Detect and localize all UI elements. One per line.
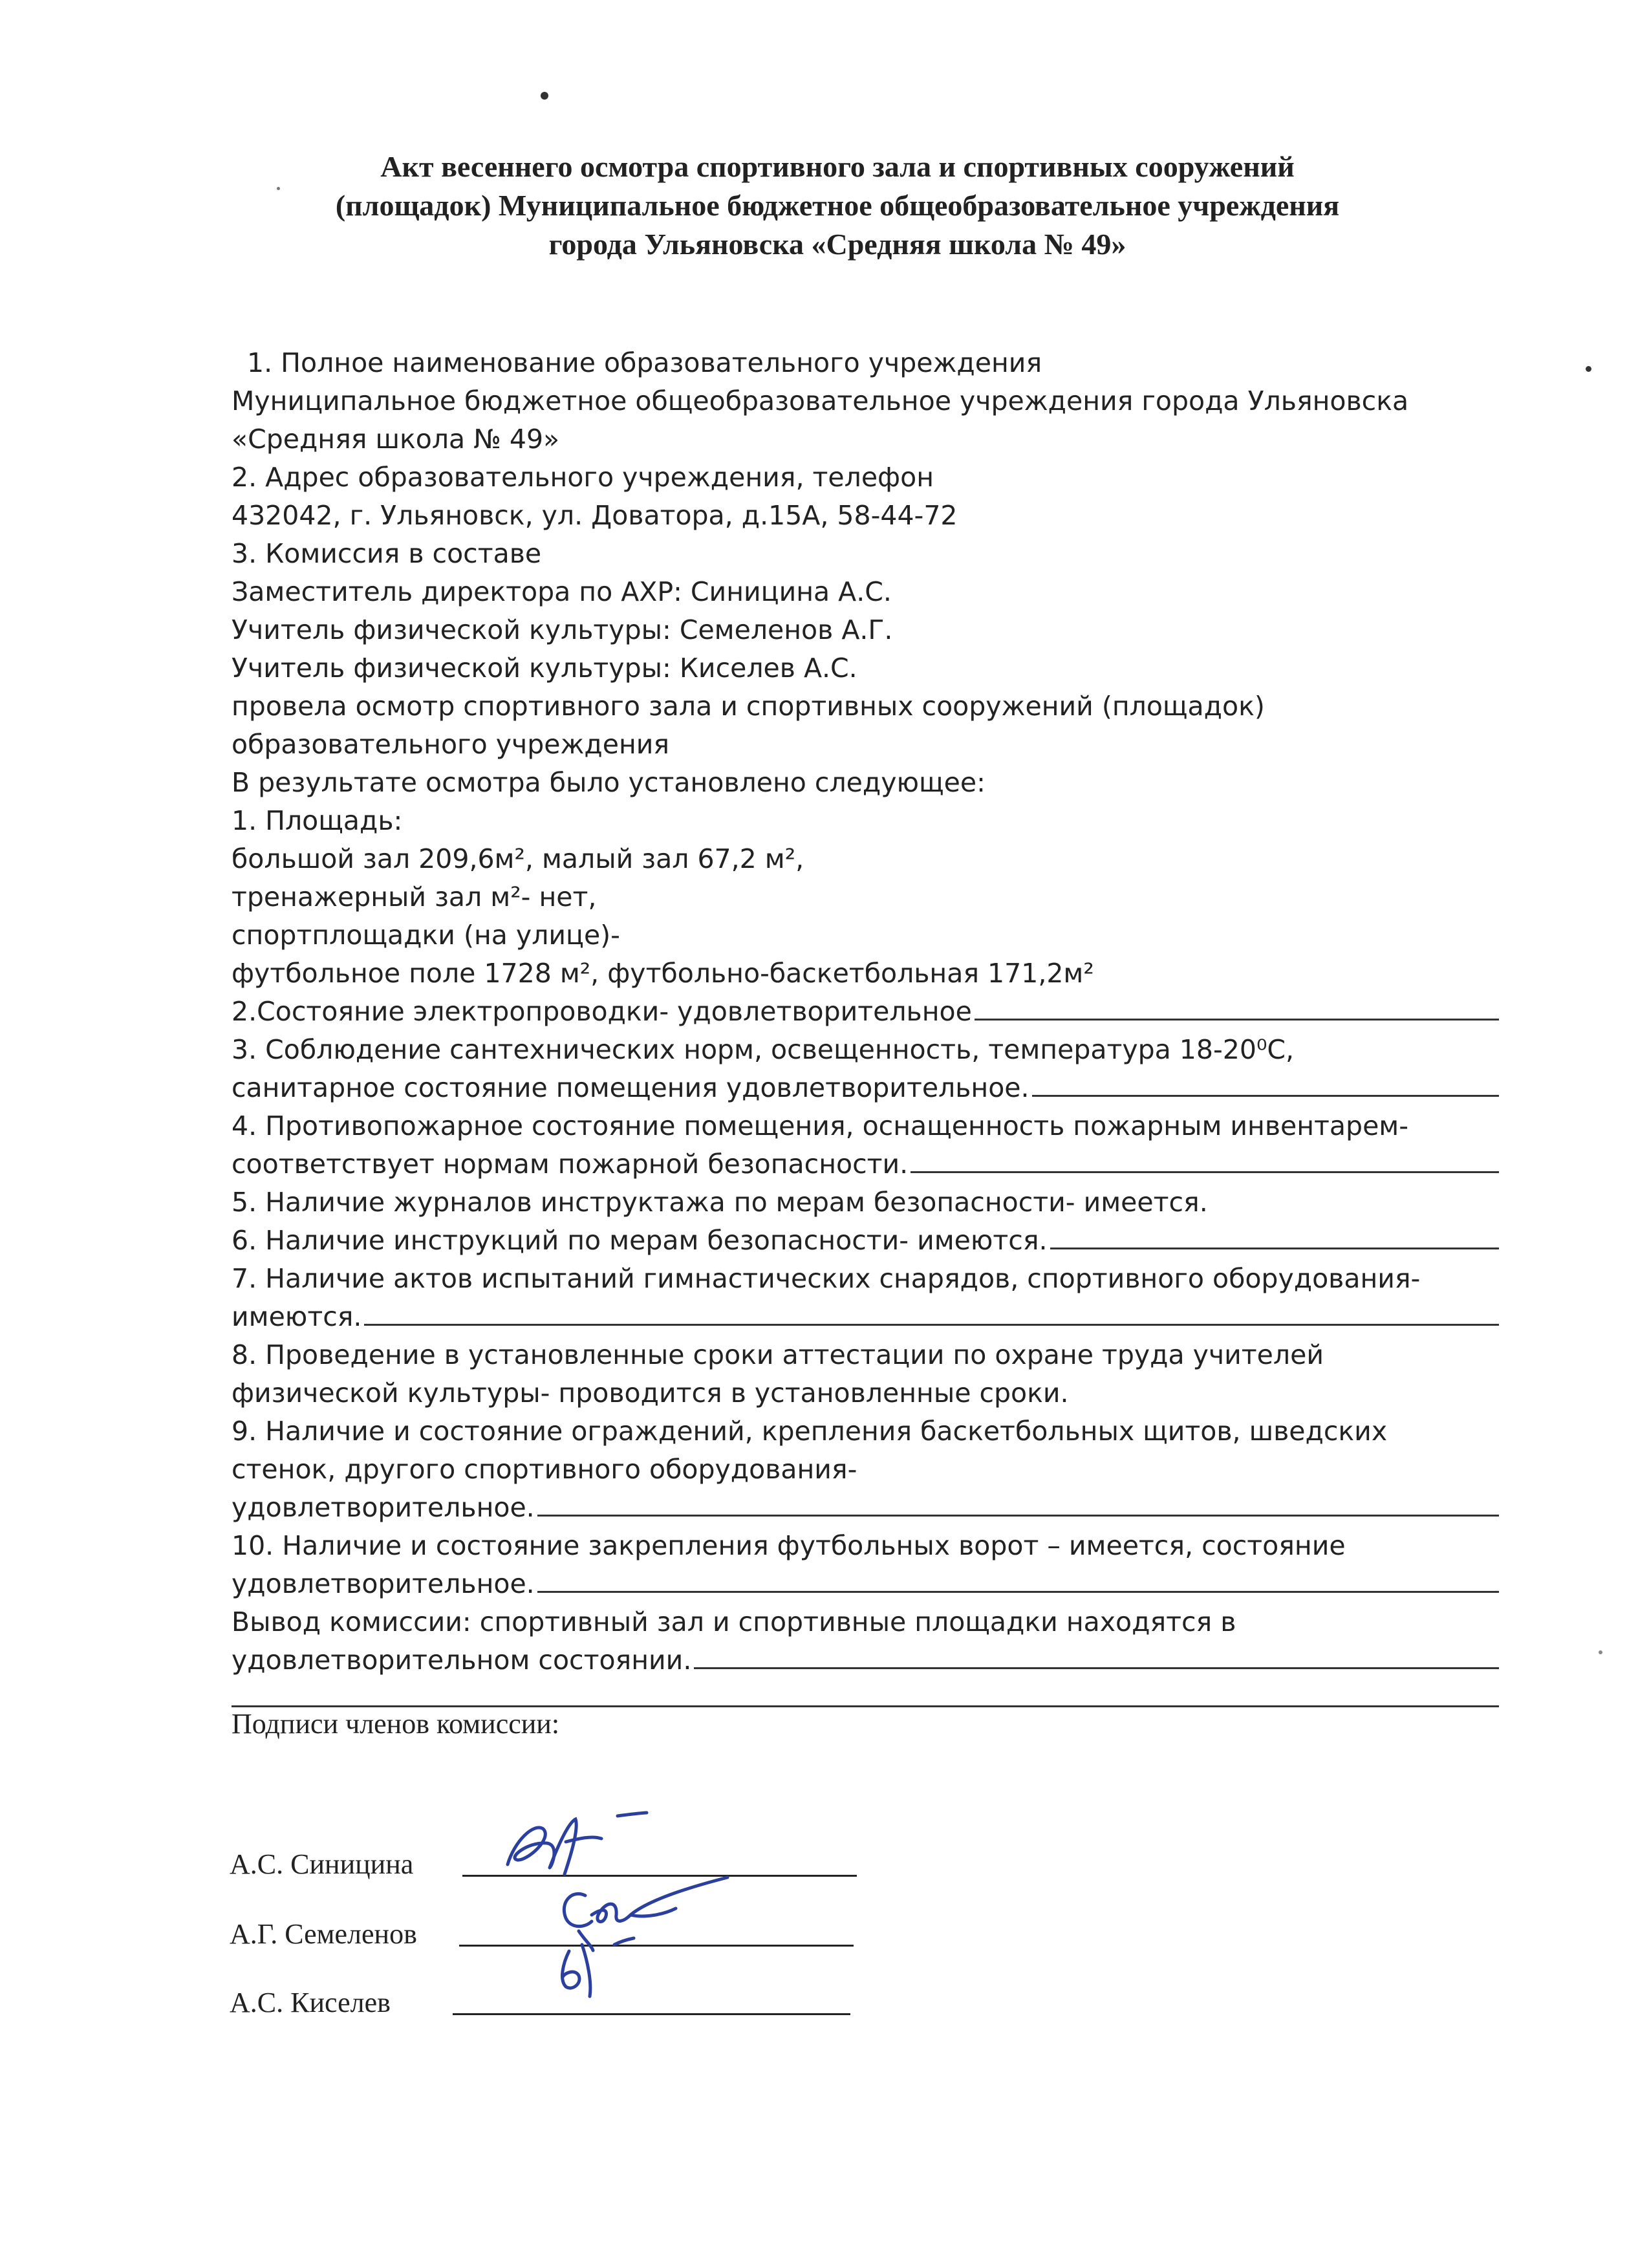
commission-member: Учитель физической культуры: Семеленов А.Г.: [232, 614, 893, 645]
fill-line: [364, 1299, 1499, 1326]
blank-rule: [232, 1679, 1499, 1707]
item-attestation-cont: физической культуры- проводится в установленные сроки.: [232, 1377, 1069, 1409]
item-fences-cont: стенок, другого спортивного оборудования-: [232, 1454, 857, 1485]
item-goals: 10. Наличие и состояние закрепления футбольных ворот – имеется, состояние: [232, 1530, 1346, 1561]
item-sanitary-cont: [232, 1069, 1499, 1107]
item-address-heading: 2. Адрес образовательного учреждения, телефон: [232, 462, 934, 493]
document-body: [232, 344, 1499, 1707]
title-line: (площадок) Муниципальное бюджетное общеобразовательное учреждения: [335, 189, 1340, 222]
area-outdoor: спортплощадки (на улице)-: [232, 920, 620, 951]
institution-name-cont: «Средняя школа № 49»: [232, 424, 560, 455]
item-sanitary: 3. Соблюдение сантехнических норм, освещенность, температура 18-20⁰С,: [232, 1034, 1295, 1065]
signatory-name: А.С. Киселев: [230, 1987, 391, 2018]
signatory-name: А.Г. Семеленов: [230, 1918, 417, 1950]
item-tests: 7. Наличие актов испытаний гимнастических снарядов, спортивного оборудования-: [232, 1263, 1421, 1294]
fill-line: [975, 994, 1499, 1021]
fill-line: [1050, 1223, 1499, 1249]
conclusion: Вывод комиссии: спортивный зал и спортивные площадки находятся в: [232, 1606, 1236, 1637]
conclusion-cont: [232, 1641, 1499, 1679]
item-goals-result: [232, 1565, 1499, 1603]
institution-name: Муниципальное бюджетное общеобразовательное учреждения города Ульяновска: [232, 385, 1409, 416]
item-fences-result-text: удовлетворительное.: [232, 1492, 535, 1523]
scan-speck: [1586, 366, 1591, 372]
item-fire: 4. Противопожарное состояние помещения, оснащенность пожарным инвентарем-: [232, 1110, 1409, 1141]
scan-speck: [1599, 1650, 1602, 1654]
item-tests-text: имеются.: [232, 1301, 362, 1332]
fill-line: [537, 1566, 1499, 1593]
item-journals: 5. Наличие журналов инструктажа по мерам безопасности- имеется.: [232, 1187, 1208, 1218]
item-fences-result: [232, 1489, 1499, 1527]
item-full-name-heading: 1. Полное наименование образовательного учреждения: [247, 347, 1042, 378]
fill-line: [911, 1147, 1499, 1173]
commission-member: Учитель физической культуры: Киселев А.С.: [232, 653, 857, 684]
signatory-name: А.С. Синицина: [230, 1848, 414, 1880]
inspection-text: образовательного учреждения: [232, 729, 670, 760]
handwritten-signature: [543, 1932, 660, 2003]
signature-line: [453, 2013, 850, 2015]
area-gym: тренажерный зал м²- нет,: [232, 881, 597, 913]
fill-line: [1032, 1070, 1499, 1097]
item-goals-result-text: удовлетворительное.: [232, 1568, 535, 1599]
item-fire-text: соответствует нормам пожарной безопасности.: [232, 1149, 909, 1180]
address-phone: 432042, г. Ульяновск, ул. Доватора, д.15А, 58-44-72: [232, 500, 958, 531]
item-instructions: [232, 1222, 1499, 1260]
fill-line: [694, 1643, 1499, 1669]
area-halls: большой зал 209,6м², малый зал 67,2 м²,: [232, 843, 804, 874]
item-area-heading: 1. Площадь:: [232, 805, 403, 836]
item-commission-heading: 3. Комиссия в составе: [232, 538, 542, 569]
item-wiring-text: 2.Состояние электропроводки- удовлетворительное: [232, 996, 972, 1027]
item-fences: 9. Наличие и состояние ограждений, крепления баскетбольных щитов, шведских: [232, 1416, 1388, 1447]
item-fire-cont: [232, 1145, 1499, 1183]
scan-speck: [541, 92, 548, 100]
signatures-heading: Подписи членов комиссии:: [232, 1708, 560, 1740]
results-intro: В результате осмотра было установлено следующее:: [232, 767, 986, 798]
item-sanitary-text: санитарное состояние помещения удовлетворительное.: [232, 1072, 1029, 1103]
inspection-text: провела осмотр спортивного зала и спортивных сооружений (площадок): [232, 691, 1265, 722]
conclusion-text: удовлетворительном состоянии.: [232, 1645, 692, 1676]
item-instructions-text: 6. Наличие инструкций по мерам безопасности- имеются.: [232, 1225, 1048, 1256]
item-tests-cont: [232, 1298, 1499, 1336]
document-title: [213, 147, 1461, 264]
title-line: города Ульяновска «Средняя школа № 49»: [548, 228, 1126, 261]
item-attestation: 8. Проведение в установленные сроки аттестации по охране труда учителей: [232, 1339, 1324, 1370]
signature-row: [230, 1974, 876, 2019]
commission-member: Заместитель директора по АХР: Синицина А.С.: [232, 576, 892, 607]
title-line: Акт весеннего осмотра спортивного зала и спортивных сооружений: [380, 150, 1295, 183]
item-wiring: [232, 993, 1499, 1031]
area-fields: футбольное поле 1728 м², футбольно-баскетбольная 171,2м²: [232, 958, 1094, 989]
fill-line: [537, 1490, 1499, 1517]
